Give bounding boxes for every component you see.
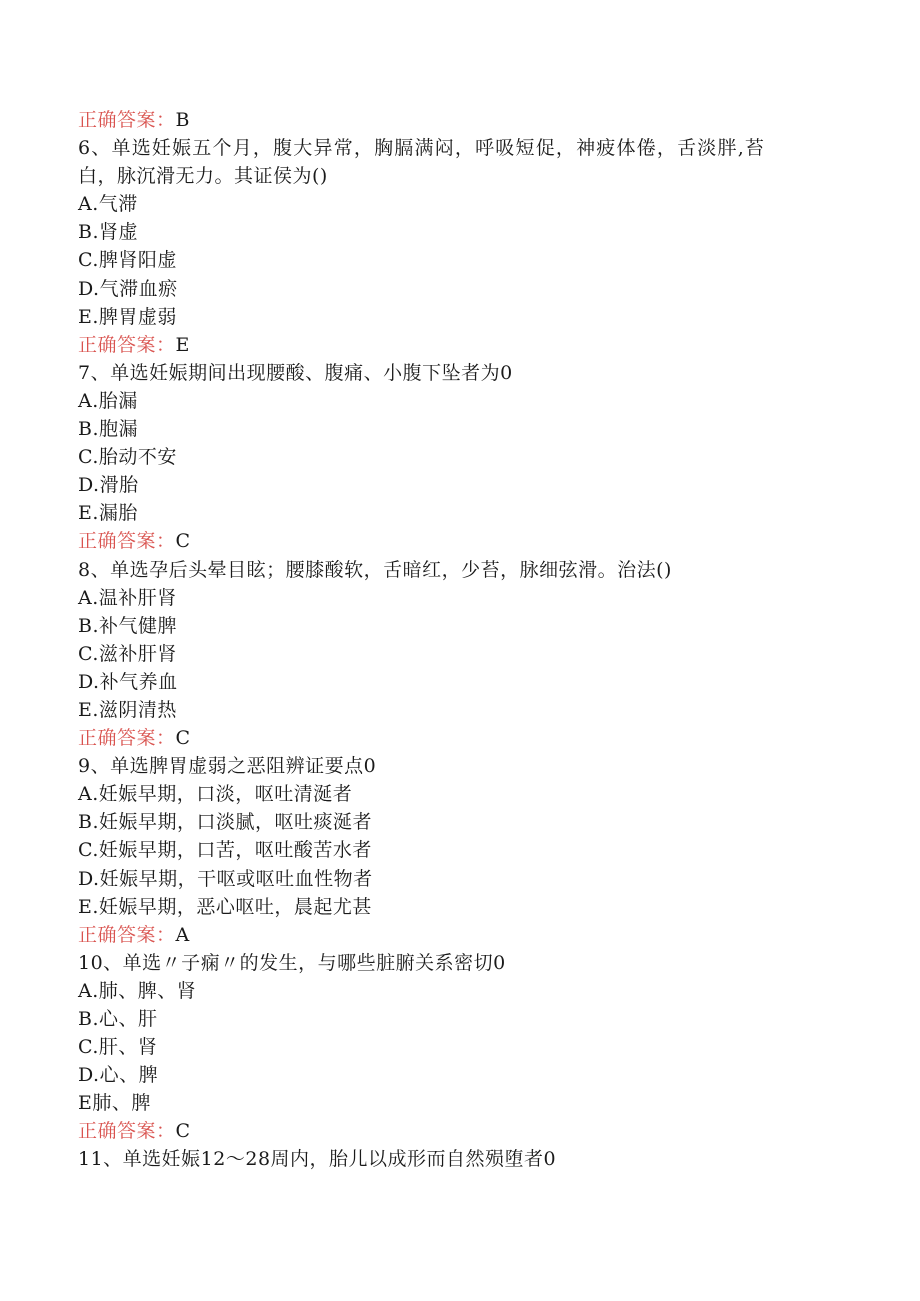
option-a: A.胎漏 [78,389,138,412]
option-b: B.胞漏 [78,418,139,441]
option-a: A.妊娠早期，口淡，呕吐清涎者 [78,783,353,806]
answer-value: C [175,1120,191,1143]
option-d: D.气滞血瘀 [78,277,178,300]
option-e: E肺、脾 [78,1092,151,1115]
option-c: C.肝、肾 [78,1036,158,1059]
option-b: B.心、肝 [78,1008,158,1030]
answer-label: 正确答案： [78,1120,176,1143]
question-9: 9、单选脾胃虚弱之恶阻辨证要点0 [78,755,377,778]
option-b: B.妊娠早期，口淡腻，呕吐痰涎者 [78,811,373,834]
document-page [78,106,838,1174]
option-d: D.心、脾 [78,1064,159,1087]
question-7: 7、单选妊娠期间出现腰酸、腹痛、小腹下坠者为0 [78,361,513,384]
question-11: 11、单选妊娠12～28周内，胎儿以成形而自然殒堕者0 [78,1148,557,1171]
question-8: 8、单选孕后头晕目眩；腰膝酸软，舌暗红，少苔，脉细弦滑。治法() [78,558,672,581]
option-c: C.妊娠早期，口苦，呕吐酸苦水者 [78,839,372,862]
option-e: E.脾胃虚弱 [78,305,177,328]
answer-line [78,724,838,752]
option-b: B.补气健脾 [78,614,178,637]
option-e: E.妊娠早期，恶心呕吐，晨起尤甚 [78,895,372,918]
answer-label: 正确答案： [78,530,176,553]
option-c: C.胎动不安 [78,446,177,469]
question-6-continued: 白，脉沉滑无力。其证侯为() [78,165,328,188]
answer-value: C [175,530,191,553]
option-b: B.肾虚 [78,221,139,244]
option-d: D.妊娠早期，干呕或呕吐血性物者 [78,867,373,890]
answer-line [78,106,838,134]
option-e: E.滋阴清热 [78,698,177,721]
option-a: A.温补肝肾 [78,586,177,609]
answer-line [78,331,838,359]
answer-line [78,921,838,949]
option-c: C.脾肾阳虚 [78,249,177,272]
answer-value: E [175,333,190,356]
answer-value: C [175,727,191,750]
option-a: A.气滞 [78,193,138,216]
answer-value: B [175,109,190,131]
answer-label: 正确答案： [78,109,176,131]
answer-value: A [175,923,190,946]
option-e: E.漏胎 [78,502,138,525]
option-d: D.滑胎 [78,474,139,497]
question-10: 10、单选〃子痫〃的发生，与哪些脏腑关系密切0 [78,951,506,974]
answer-line [78,527,838,555]
answer-label: 正确答案： [78,333,176,356]
option-d: D.补气养血 [78,670,178,693]
answer-label: 正确答案： [78,727,176,750]
question-6: 6、单选妊娠五个月，腹大异常，胸膈满闷，呼吸短促，神疲体倦，舌淡胖,苔 [78,137,766,160]
answer-line [78,1117,838,1145]
answer-label: 正确答案： [78,923,176,946]
option-a: A.肺、脾、肾 [78,979,197,1002]
option-c: C.滋补肝肾 [78,642,177,665]
